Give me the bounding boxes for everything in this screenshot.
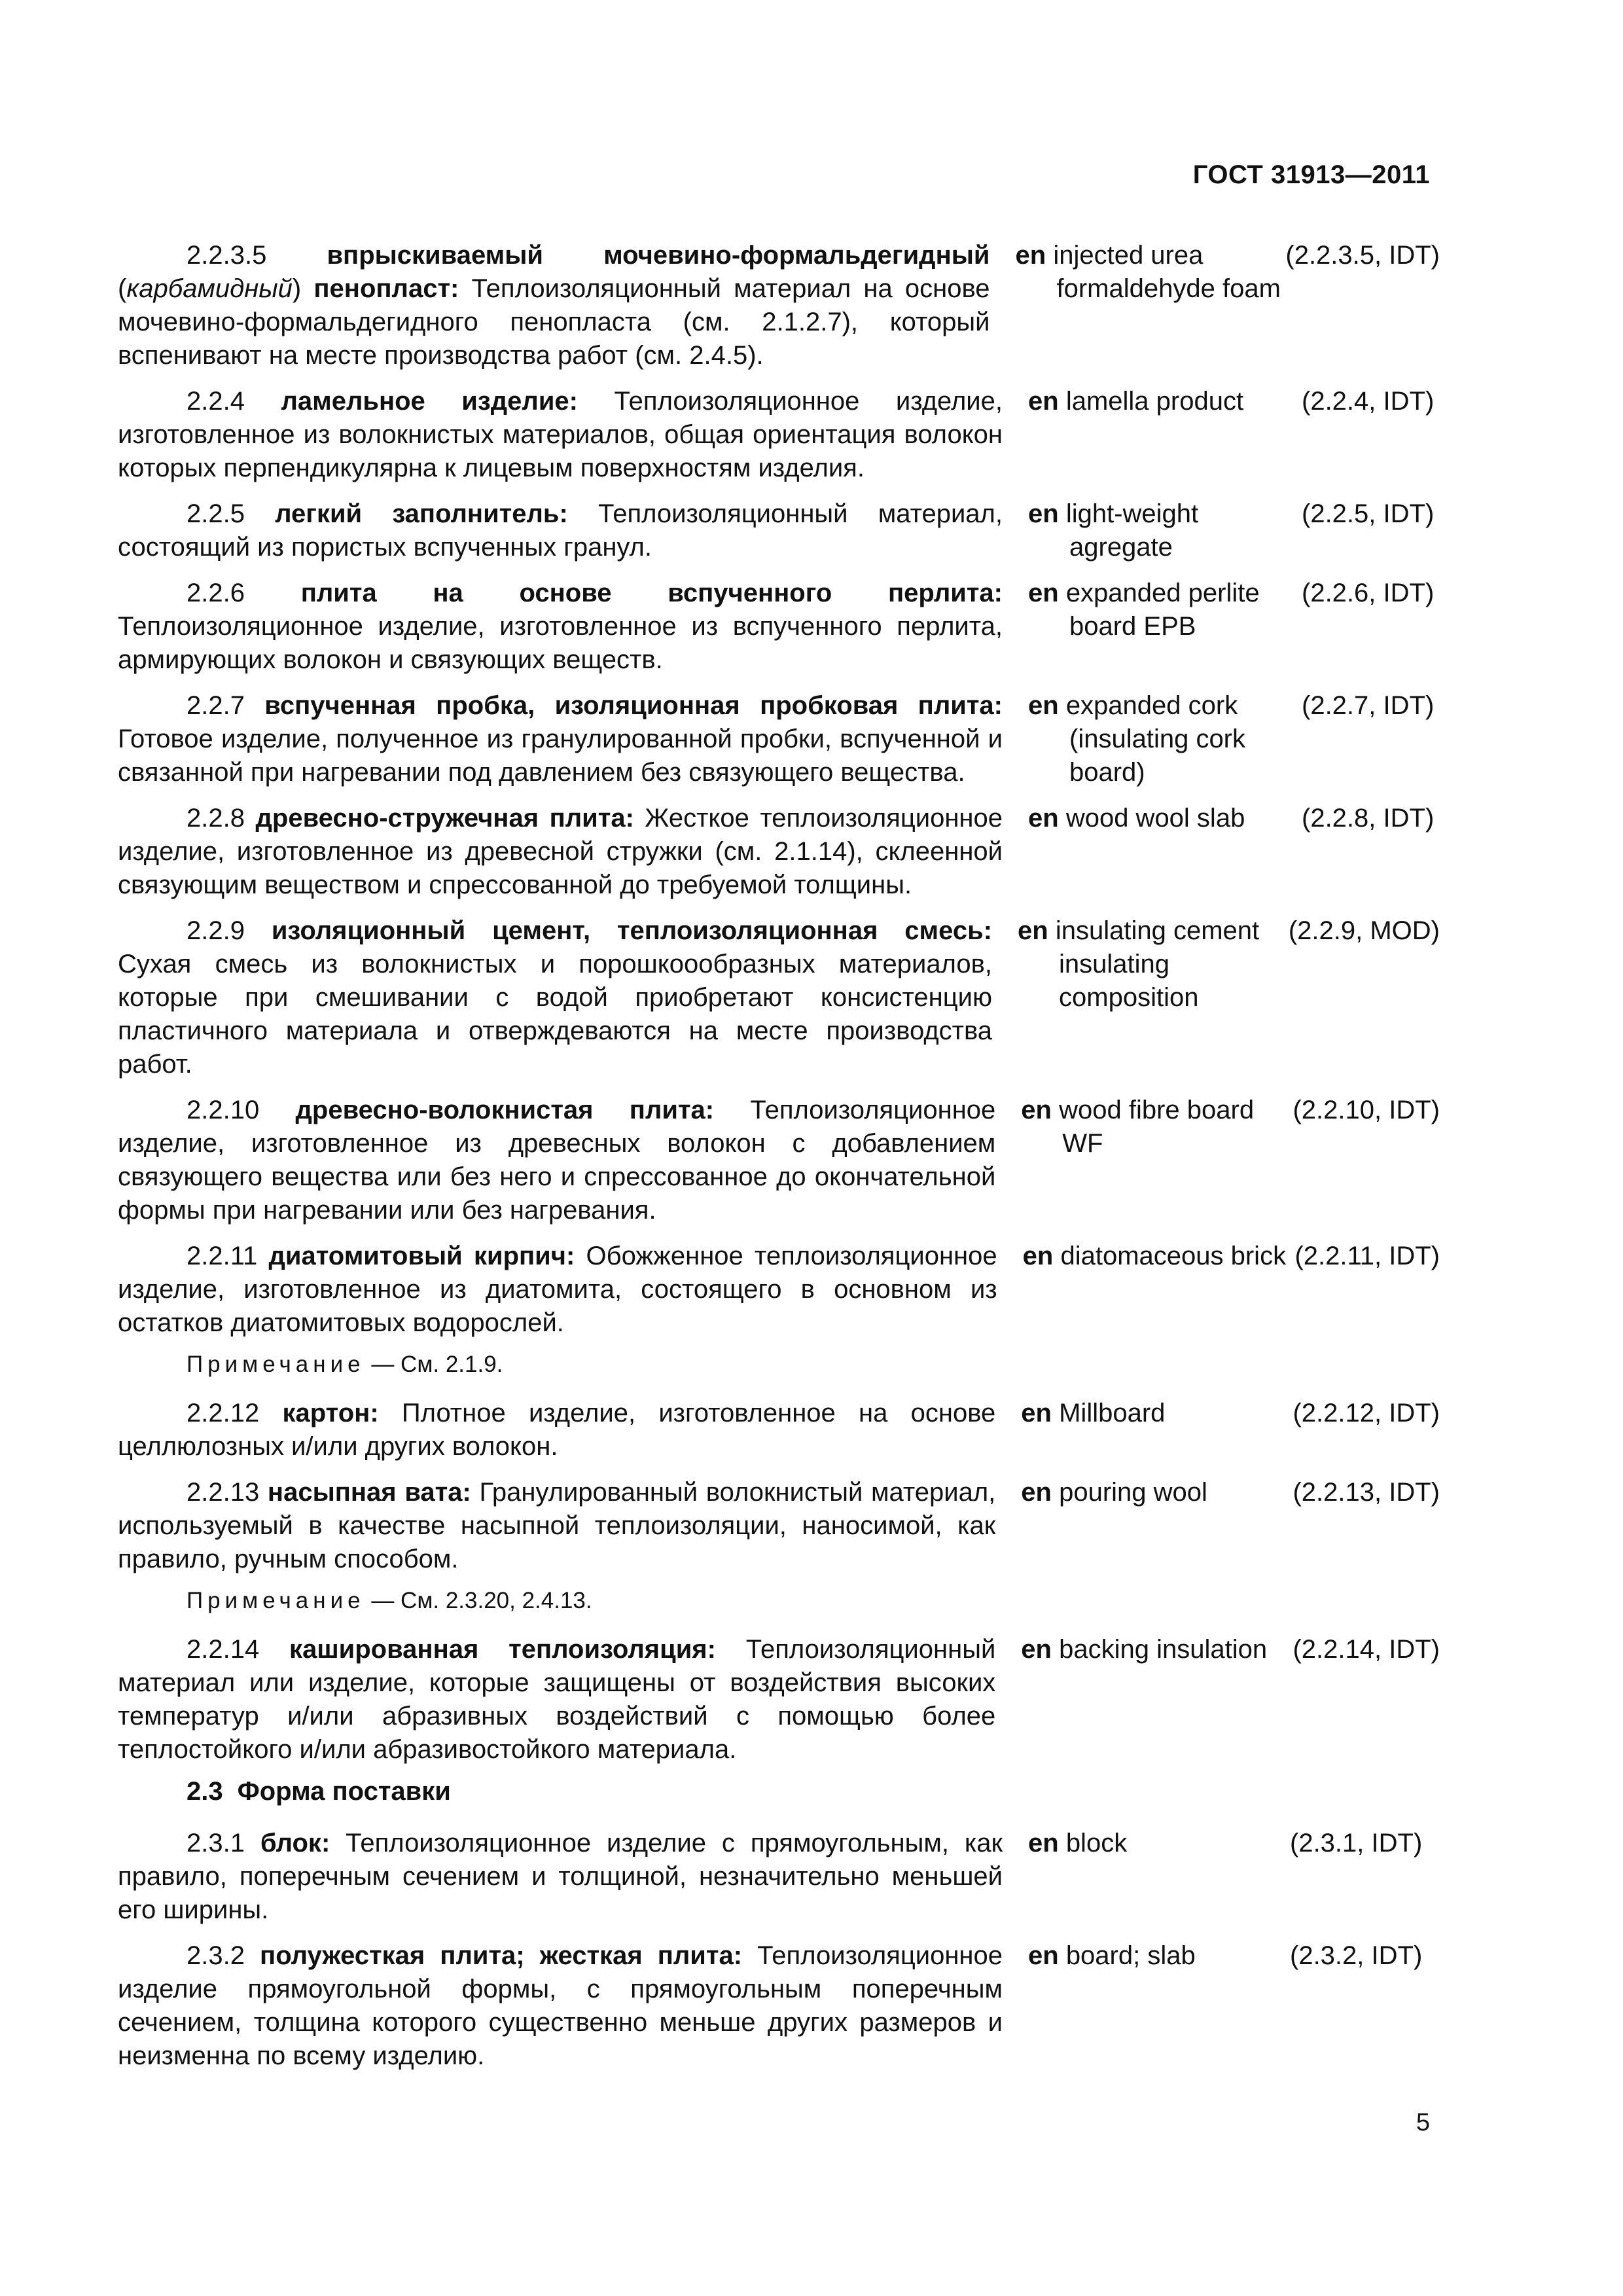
term-definition [118,577,1003,677]
term-name-paren: ( [118,274,127,303]
term-name: полужесткая плита; жесткая плита: [260,1941,743,1970]
term-definition [118,1397,995,1463]
term-name: ламельное изделие: [281,387,578,416]
iso-reference: (2.2.8, IDT) [1302,804,1435,833]
page-number: 5 [1416,2109,1430,2136]
language-tag: en [1015,241,1046,270]
english-term: insulating cement insulating composition [1055,916,1260,1012]
note-label: Примечание [187,1588,365,1613]
term-number: 2.2.8 [187,804,245,833]
english-equivalent [1028,1939,1302,2073]
iso-reference: (2.2.11, IDT) [1294,1242,1440,1270]
english-equivalent [1028,577,1302,677]
definition-text: Готовое изделие, полученное из гранулированной пробки, вспученной и связанной при нагревании под давлением без связующего вещества. [118,725,1003,787]
english-term: pouring wool [1059,1478,1207,1507]
english-term: injected urea formaldehyde foam [1053,241,1281,303]
iso-reference: (2.3.2, IDT) [1290,1941,1423,1970]
term-entry [118,497,1440,564]
term-definition [118,239,990,372]
language-tag: en [1022,1242,1054,1270]
term-number: 2.2.6 [187,579,245,607]
iso-reference: (2.2.9, MOD) [1288,916,1440,945]
english-term: Millboard [1059,1399,1166,1427]
term-number: 2.2.4 [187,387,245,416]
term-entry [118,914,1440,1081]
language-tag: en [1028,691,1059,720]
term-number: 2.2.3.5 [187,241,267,270]
iso-reference: (2.2.14, IDT) [1293,1635,1440,1664]
note [187,1586,1440,1615]
definition-text: Плотное изделие, изготовленное на основе целлюлозных и/или других волокон. [118,1399,996,1461]
term-definition [118,1240,997,1340]
term-name-paren: ) [292,274,314,303]
language-tag: en [1021,1399,1052,1427]
term-name: легкий заполнитель: [275,499,568,528]
definition-text: Обожженное теплоизоляционное изделие, изготовленное из диатомита, состоящего в основном из остатков диатомитовых водорослей. [118,1242,997,1337]
term-number: 2.2.9 [187,916,245,945]
definition-text: Гранулированный волокнистый материал, используемый в качестве насыпной теплоизоляции, наносимой, как правило, ручным способом. [118,1478,996,1573]
term-definition [118,1633,995,1767]
term-number: 2.2.11 [187,1242,258,1270]
english-term: block [1065,1829,1128,1857]
english-term: expanded cork (insulating cork board) [1065,691,1246,787]
iso-reference: (2.2.13, IDT) [1293,1478,1440,1507]
section-title: Форма поставки [237,1777,451,1806]
iso-reference: (2.2.7, IDT) [1302,691,1435,720]
language-tag: en [1028,579,1059,607]
term-name: древесно-стружечная плита: [255,804,634,833]
english-term: wood fibre board WF [1059,1096,1255,1158]
term-entry [118,1397,1440,1463]
english-term: light-weight agregate [1065,499,1199,562]
terms-list [118,239,1440,2085]
term-name: изоляционный цемент, теплоизоляционная смесь: [271,916,993,945]
term-entry [118,689,1440,789]
term-name: пенопласт: [313,274,459,303]
term-name: картон: [282,1399,379,1427]
note [187,1350,1440,1379]
term-entry [118,1240,1440,1340]
term-definition [118,1094,995,1227]
iso-reference: (2.3.1, IDT) [1290,1829,1423,1857]
section-heading [187,1775,1440,1808]
section-number: 2.3 [187,1777,223,1806]
language-tag: en [1028,387,1059,416]
language-tag: en [1021,1635,1052,1664]
term-entry [118,577,1440,677]
english-term: diatomaceous brick [1060,1242,1287,1270]
language-tag: en [1021,1096,1052,1124]
term-name: вспученная пробка, изоляционная пробковая плита: [264,691,1003,720]
term-entry [118,239,1440,372]
language-tag: en [1028,804,1059,833]
term-name: древесно-волокнистая плита: [295,1096,715,1124]
term-name: насыпная вата: [267,1478,471,1507]
english-equivalent [1023,1240,1295,1340]
term-name: плита на основе вспученного перлита: [300,579,1003,607]
language-tag: en [1021,1478,1052,1507]
definition-text: Сухая смесь из волокнистых и порошкоообразных материалов, которые при смешивании с водой приобретают консистенцию пластичного материала и отверждеваются на месте производства работ. [118,950,993,1079]
term-definition [118,385,1003,485]
term-definition [118,802,1003,902]
iso-reference: (2.2.4, IDT) [1302,387,1435,416]
definition-text: Теплоизоляционный материал, состоящий из пористых вспученных гранул. [118,499,1003,562]
term-number: 2.2.14 [187,1635,260,1664]
definition-text: Жесткое теплоизоляционное изделие, изготовленное из древесной стружки (см. 2.1.14), склеенной связующим веществом и спрессованной до требуемой толщины. [118,804,1003,899]
definition-text: Теплоизоляционное изделие, изготовленное из вспученного перлита, армирующих волокон и связующих веществ. [118,612,1003,674]
language-tag: en [1028,1941,1059,1970]
note-text: — См. 2.3.20, 2.4.13. [365,1588,592,1613]
term-name: впрыскиваемый мочевино-формальдегидный [327,241,990,270]
term-number: 2.2.7 [187,691,245,720]
definition-text: Теплоизоляционный материал или изделие, которые защищены от воздействия высоких температур и/или абразивных воздействий с помощью более теплостойкого и/или абразивостойкого материала. [118,1635,996,1764]
english-equivalent [1028,1827,1302,1927]
definition-text: Теплоизоляционный материал на основе мочевино-формальдегидного пенопласта (см. 2.1.2.7), который вспенивают на месте производства работ (см. 2.4.5). [118,274,990,370]
term-entry [118,802,1440,902]
term-name: диатомитовый кирпич: [268,1242,575,1270]
term-definition [118,689,1003,789]
english-equivalent [1028,385,1302,485]
term-definition [118,1476,995,1576]
iso-reference: (2.2.3.5, IDT) [1285,241,1440,270]
note-text: — См. 2.1.9. [365,1352,503,1377]
term-definition [118,1827,1003,1927]
iso-reference: (2.2.5, IDT) [1302,499,1435,528]
english-term: expanded perlite board EPB [1065,579,1260,641]
term-number: 2.3.2 [187,1941,245,1970]
english-equivalent [1021,1633,1293,1767]
term-entry [118,385,1440,485]
language-tag: en [1028,1829,1059,1857]
term-entry [118,1633,1440,1767]
definition-text: Теплоизоляционное изделие, изготовленное из волокнистых материалов, общая ориентация волокон которых перпендикулярна к лицевым поверхностям изделия. [118,387,1003,482]
term-entry [118,1939,1440,2073]
english-term: backing insulation [1059,1635,1268,1664]
term-entry [118,1827,1440,1927]
iso-reference: (2.2.6, IDT) [1302,579,1435,607]
english-term: wood wool slab [1065,804,1245,833]
term-number: 2.3.1 [187,1829,245,1857]
term-number: 2.2.12 [187,1399,260,1427]
note-label: Примечание [187,1352,365,1377]
english-term: lamella product [1065,387,1244,416]
term-number: 2.2.10 [187,1096,260,1124]
term-definition [118,914,992,1081]
document-id-header: ГОСТ 31913—2011 [1192,160,1430,189]
language-tag: en [1018,916,1048,945]
english-term: board; slab [1065,1941,1196,1970]
term-number: 2.2.5 [187,499,245,528]
english-equivalent [1018,914,1289,1081]
term-name-alt: карбамидный [126,274,293,303]
term-name: блок: [260,1829,330,1857]
term-definition [118,1939,1003,2073]
english-equivalent [1021,1397,1293,1463]
english-equivalent [1028,497,1302,564]
term-definition [118,497,1003,564]
definition-text: Теплоизоляционное изделие прямоугольной формы, с прямоугольным поперечным сечением, толщина которого существенно меньше других размеров и неизменна по всему изделию. [118,1941,1003,2070]
definition-text: Теплоизоляционное изделие с прямоугольным, как правило, поперечным сечением и толщиной, незначительно меньшей его ширины. [118,1829,1003,1924]
term-entry [118,1094,1440,1227]
iso-reference: (2.2.10, IDT) [1293,1096,1440,1124]
term-entry [118,1476,1440,1576]
english-equivalent [1016,239,1286,372]
english-equivalent [1028,689,1302,789]
definition-text: Теплоизоляционное изделие, изготовленное из древесных волокон с добавлением связующего вещества или без него и спрессованное до окончательной формы при нагревании или без нагревания. [118,1096,996,1225]
english-equivalent [1028,802,1302,902]
language-tag: en [1028,499,1059,528]
english-equivalent [1021,1476,1293,1576]
english-equivalent [1021,1094,1293,1227]
term-name: кашированная теплоизоляция: [289,1635,716,1664]
iso-reference: (2.2.12, IDT) [1293,1399,1440,1427]
term-number: 2.2.13 [187,1478,260,1507]
